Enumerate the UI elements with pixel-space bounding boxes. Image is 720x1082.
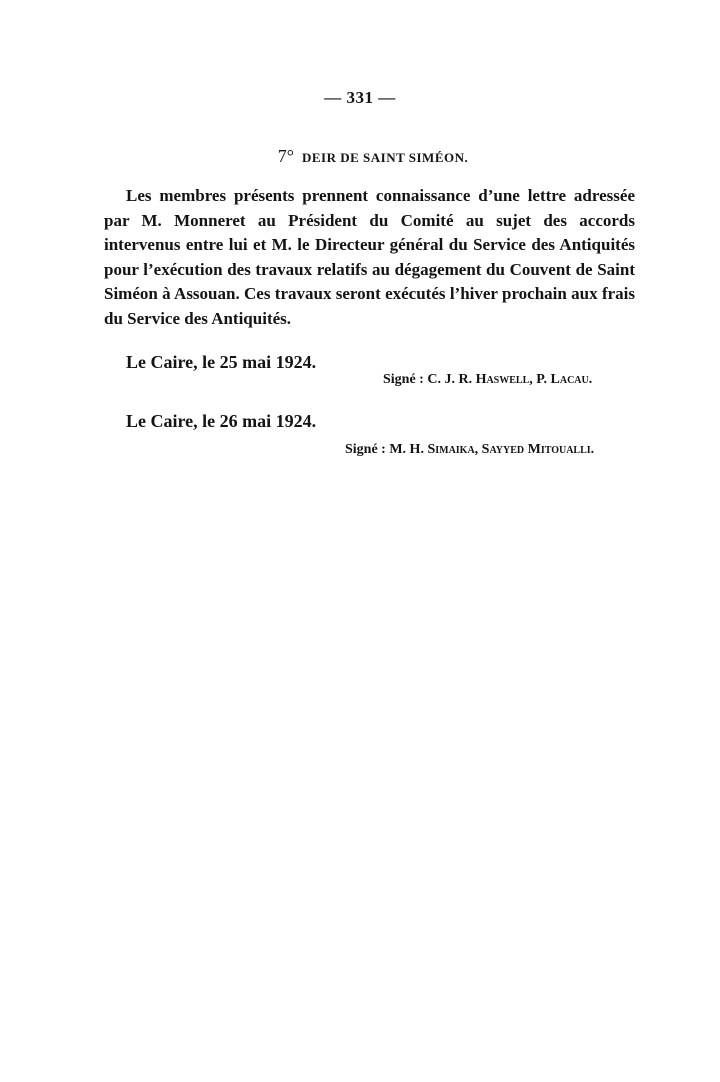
signature-1 bbox=[383, 372, 592, 388]
section-heading bbox=[0, 146, 720, 167]
signatory-names-2: M. H. Simaika, Sayyed Mitoualli. bbox=[389, 442, 595, 457]
page-number: — 331 — bbox=[324, 88, 396, 107]
date-line-1: Le Caire, le 25 mai 1924. bbox=[126, 352, 317, 372]
body-paragraph: Les membres présents prennent connaissance d’une lettre adressée par M. Monneret au Président du Comité au sujet des accords intervenus entre lui et M. le Directeur général du Service des Antiquités pour l’exécution des travaux relatifs au dégagement du Couvent de Saint Siméon à Assouan. Ces travaux seront exécutés l’hiver prochain aux frais du Service des Antiquités. bbox=[104, 186, 635, 328]
signed-label-2: Signé : bbox=[345, 442, 386, 457]
signature-2 bbox=[345, 442, 594, 458]
signed-label-1: Signé : bbox=[383, 372, 424, 387]
section-number: 7° bbox=[277, 146, 294, 166]
date-line-2: Le Caire, le 26 mai 1924. bbox=[126, 411, 317, 431]
section-title: DEIR DE SAINT SIMÉON. bbox=[301, 150, 469, 165]
signatory-names-1: C. J. R. Haswell, P. Lacau. bbox=[427, 372, 593, 387]
